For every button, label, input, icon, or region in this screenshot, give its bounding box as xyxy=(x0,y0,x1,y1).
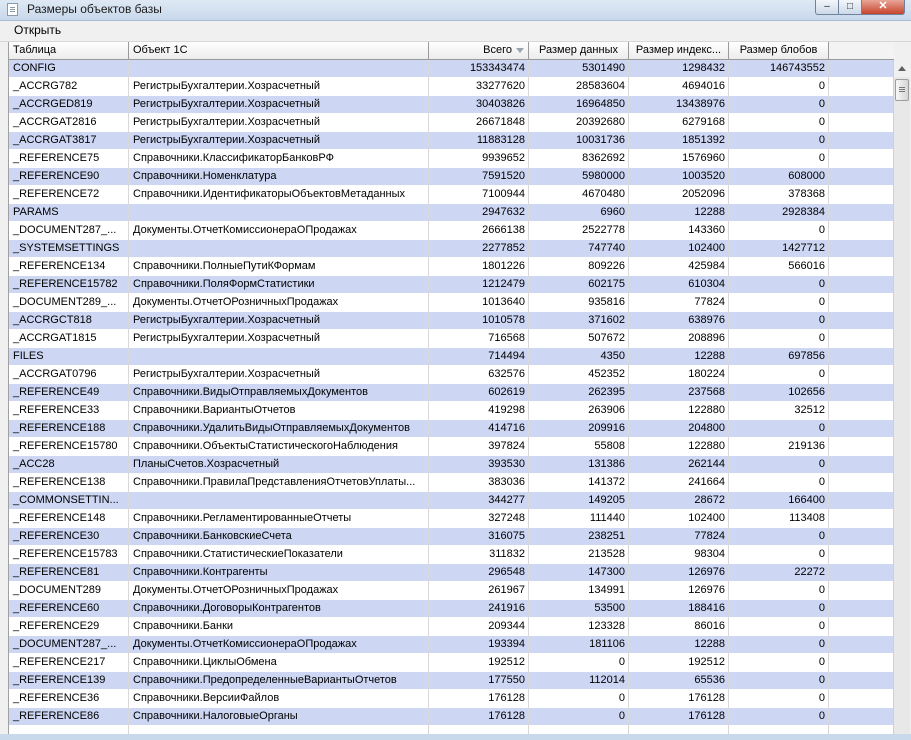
cell-total: 1010578 xyxy=(482,314,525,326)
cell-table: PARAMS xyxy=(13,206,59,218)
cell-object: РегистрыБухгалтерии.Хозрасчетный xyxy=(133,116,320,128)
minimize-button[interactable] xyxy=(815,0,839,15)
cell-object: Справочники.НалоговыеОрганы xyxy=(133,710,298,722)
cell-data-size: 4670480 xyxy=(582,188,625,200)
cell-total: 344277 xyxy=(488,494,525,506)
cell-data-size: 0 xyxy=(618,656,625,668)
cell-blob-size: 0 xyxy=(818,134,825,146)
cell-blob-size: 0 xyxy=(818,638,825,650)
cell-blob-size: 0 xyxy=(818,620,825,632)
table-row[interactable] xyxy=(9,114,894,131)
table-row[interactable] xyxy=(9,636,894,653)
minimize-icon: – xyxy=(824,1,830,12)
cell-total: 7591520 xyxy=(482,170,525,182)
table-row[interactable] xyxy=(9,402,894,419)
cell-object: Справочники.ОбъектыСтатистическогоНаблюдения xyxy=(133,440,398,452)
cell-index-size: 262144 xyxy=(688,458,725,470)
cell-total: 11883128 xyxy=(476,134,525,146)
cell-total: 714494 xyxy=(488,350,525,362)
cell-object: Документы.ОтчетКомиссионераОПродажах xyxy=(133,224,357,236)
table-row[interactable] xyxy=(9,312,894,329)
header-label: Размер данных xyxy=(539,44,618,56)
table-row[interactable] xyxy=(9,672,894,689)
cell-index-size: 102400 xyxy=(688,242,725,254)
cell-table: _ACCRGAT2816 xyxy=(13,116,97,128)
cell-total: 1212479 xyxy=(482,278,525,290)
cell-table: _DOCUMENT287_... xyxy=(13,638,117,650)
cell-table: _REFERENCE30 xyxy=(13,530,100,542)
cell-table: _DOCUMENT289 xyxy=(13,584,102,596)
cell-total: 7100944 xyxy=(482,188,525,200)
cell-object: Справочники.Контрагенты xyxy=(133,566,268,578)
table-row[interactable] xyxy=(9,276,894,293)
cell-blob-size: 0 xyxy=(818,332,825,344)
column-divider xyxy=(528,60,529,734)
cell-index-size: 176128 xyxy=(688,710,725,722)
cell-blob-size: 0 xyxy=(818,602,825,614)
cell-data-size: 112014 xyxy=(589,674,625,686)
cell-object: Справочники.ПолныеПутиКФормам xyxy=(133,260,316,272)
table-row[interactable] xyxy=(9,240,894,257)
table-row[interactable] xyxy=(9,690,894,707)
column-divider xyxy=(128,60,129,734)
cell-data-size: 809226 xyxy=(588,260,625,272)
cell-total: 30403826 xyxy=(476,98,525,110)
cell-index-size: 2052096 xyxy=(682,188,725,200)
header-label: Размер индекс... xyxy=(635,44,722,56)
cell-data-size: 147300 xyxy=(588,566,625,578)
open-button[interactable]: Открыть xyxy=(14,23,62,37)
cell-total: 192512 xyxy=(488,656,525,668)
cell-index-size: 1851392 xyxy=(682,134,725,146)
header-label: Таблица xyxy=(13,44,57,56)
cell-index-size: 122880 xyxy=(688,404,725,416)
cell-blob-size: 0 xyxy=(818,80,825,92)
cell-data-size: 20392680 xyxy=(576,116,625,128)
cell-data-size: 263906 xyxy=(588,404,625,416)
cell-blob-size: 219136 xyxy=(788,440,825,452)
cell-object xyxy=(129,492,429,509)
table-row[interactable] xyxy=(9,510,894,527)
cell-object: Документы.ОтчетОРозничныхПродажах xyxy=(133,584,339,596)
cell-data-size: 111440 xyxy=(589,512,625,524)
header-table[interactable] xyxy=(9,42,129,59)
table-row[interactable] xyxy=(9,330,894,347)
table-row[interactable] xyxy=(9,384,894,401)
cell-table: _REFERENCE138 xyxy=(13,476,106,488)
table-row[interactable] xyxy=(9,492,894,509)
table-row[interactable] xyxy=(9,618,894,635)
cell-table: _REFERENCE60 xyxy=(13,602,100,614)
cell-table: _REFERENCE15783 xyxy=(13,548,118,560)
cell-blob-size: 0 xyxy=(818,674,825,686)
cell-total: 1801226 xyxy=(482,260,525,272)
header-blob-size[interactable] xyxy=(729,42,829,59)
table-row[interactable] xyxy=(9,474,894,491)
close-button[interactable] xyxy=(861,0,905,15)
cell-table: _REFERENCE217 xyxy=(13,656,106,668)
cell-object: РегистрыБухгалтерии.Хозрасчетный xyxy=(133,134,320,146)
cell-data-size: 149205 xyxy=(588,494,625,506)
cell-index-size: 86016 xyxy=(694,620,725,632)
cell-object: Справочники.ЦиклыОбмена xyxy=(133,656,277,668)
cell-index-size: 126976 xyxy=(688,566,725,578)
cell-blob-size: 0 xyxy=(818,710,825,722)
toolbar xyxy=(0,21,911,42)
table-row[interactable] xyxy=(9,78,894,95)
cell-total: 26671848 xyxy=(476,116,525,128)
cell-table: _COMMONSETTIN... xyxy=(13,494,119,506)
table-row[interactable] xyxy=(9,222,894,239)
cell-object: Справочники.БанковскиеСчета xyxy=(133,530,292,542)
cell-index-size: 12288 xyxy=(694,350,725,362)
cell-blob-size: 0 xyxy=(818,224,825,236)
cell-data-size: 0 xyxy=(618,692,625,704)
cell-object xyxy=(129,348,429,365)
cell-blob-size: 0 xyxy=(818,368,825,380)
cell-index-size: 13438976 xyxy=(676,98,725,110)
cell-total: 716568 xyxy=(488,332,525,344)
cell-index-size: 1298432 xyxy=(682,62,725,74)
cell-data-size: 181106 xyxy=(589,638,625,650)
column-divider xyxy=(428,60,429,734)
cell-total: 9939652 xyxy=(482,152,525,164)
cell-object: РегистрыБухгалтерии.Хозрасчетный xyxy=(133,314,320,326)
cell-total: 33277620 xyxy=(476,80,525,92)
cell-data-size: 2522778 xyxy=(582,224,625,236)
cell-object: Справочники.ДоговорыКонтрагентов xyxy=(133,602,321,614)
cell-table: _REFERENCE148 xyxy=(13,512,106,524)
cell-data-size: 262395 xyxy=(588,386,625,398)
title-bar[interactable] xyxy=(0,0,911,21)
cell-blob-size: 0 xyxy=(818,548,825,560)
cell-object: Справочники.ПравилаПредставленияОтчетовУплаты... xyxy=(133,476,416,488)
cell-blob-size: 608000 xyxy=(788,170,825,182)
cell-blob-size: 0 xyxy=(818,422,825,434)
cell-table: _ACCRGAT0796 xyxy=(13,368,97,380)
table-row[interactable] xyxy=(9,564,894,581)
table-row[interactable] xyxy=(9,96,894,113)
cell-object: Справочники.ПоляФормСтатистики xyxy=(133,278,315,290)
cell-blob-size: 22272 xyxy=(794,566,825,578)
table-row[interactable] xyxy=(9,438,894,455)
cell-object: РегистрыБухгалтерии.Хозрасчетный xyxy=(133,332,320,344)
table-row[interactable] xyxy=(9,204,894,221)
cell-total: 261967 xyxy=(488,584,525,596)
cell-table: _REFERENCE29 xyxy=(13,620,100,632)
cell-total: 602619 xyxy=(488,386,525,398)
cell-total: 397824 xyxy=(488,440,525,452)
cell-blob-size: 166400 xyxy=(788,494,825,506)
cell-object: Справочники.ПредопределенныеВариантыОтчетов xyxy=(133,674,397,686)
table-row[interactable] xyxy=(9,420,894,437)
cell-index-size: 98304 xyxy=(694,548,725,560)
cell-table: _REFERENCE15780 xyxy=(13,440,118,452)
cell-table: _REFERENCE90 xyxy=(13,170,100,182)
cell-total: 414716 xyxy=(488,422,525,434)
table-row[interactable] xyxy=(9,528,894,545)
cell-data-size: 452352 xyxy=(588,368,625,380)
cell-blob-size: 0 xyxy=(818,98,825,110)
cell-index-size: 4694016 xyxy=(682,80,725,92)
table-row[interactable] xyxy=(9,654,894,671)
window-frame-bottom xyxy=(0,734,911,740)
table-row[interactable] xyxy=(9,186,894,203)
table-row[interactable] xyxy=(9,132,894,149)
cell-index-size: 28672 xyxy=(694,494,725,506)
cell-table: _REFERENCE81 xyxy=(13,566,100,578)
cell-total: 327248 xyxy=(488,512,525,524)
objects-table[interactable] xyxy=(8,42,894,734)
cell-data-size: 131386 xyxy=(588,458,625,470)
cell-total: 153343474 xyxy=(469,62,525,74)
cell-total: 2666138 xyxy=(482,224,525,236)
cell-total: 176128 xyxy=(488,710,525,722)
cell-total: 176128 xyxy=(488,692,525,704)
cell-blob-size: 0 xyxy=(818,476,825,488)
cell-data-size: 4350 xyxy=(600,350,625,362)
cell-index-size: 241664 xyxy=(688,476,725,488)
cell-object xyxy=(129,60,429,77)
cell-object: Документы.ОтчетОРозничныхПродажах xyxy=(133,296,339,308)
cell-index-size: 6279168 xyxy=(682,116,725,128)
document-icon xyxy=(7,3,18,16)
cell-table: _SYSTEMSETTINGS xyxy=(13,242,120,254)
column-divider xyxy=(828,60,829,734)
table-row[interactable] xyxy=(9,348,894,365)
cell-index-size: 188416 xyxy=(688,602,725,614)
cell-table: _ACCRGAT1815 xyxy=(13,332,97,344)
cell-object xyxy=(129,240,429,257)
cell-total: 316075 xyxy=(488,530,525,542)
cell-total: 383036 xyxy=(488,476,525,488)
header-label: Всего xyxy=(483,44,512,56)
cell-data-size: 507672 xyxy=(588,332,625,344)
window-title: Размеры объектов базы xyxy=(27,2,162,16)
cell-blob-size: 0 xyxy=(818,116,825,128)
cell-data-size: 28583604 xyxy=(576,80,625,92)
cell-data-size: 134991 xyxy=(588,584,625,596)
cell-data-size: 747740 xyxy=(588,242,625,254)
cell-index-size: 12288 xyxy=(694,206,725,218)
cell-table: FILES xyxy=(13,350,44,362)
cell-index-size: 12288 xyxy=(694,638,725,650)
cell-blob-size: 102656 xyxy=(788,386,825,398)
table-row[interactable] xyxy=(9,150,894,167)
cell-object: Справочники.ВерсииФайлов xyxy=(133,692,280,704)
cell-table: _ACCRGAT3817 xyxy=(13,134,97,146)
cell-data-size: 238251 xyxy=(588,530,625,542)
cell-object: Справочники.РегламентированныеОтчеты xyxy=(133,512,352,524)
cell-data-size: 209916 xyxy=(588,422,625,434)
cell-blob-size: 378368 xyxy=(788,188,825,200)
cell-table: _REFERENCE15782 xyxy=(13,278,118,290)
cell-object: Справочники.ВидыОтправляемыхДокументов xyxy=(133,386,368,398)
cell-table: _DOCUMENT287_... xyxy=(13,224,117,236)
header-object[interactable] xyxy=(129,42,429,59)
cell-index-size: 425984 xyxy=(688,260,725,272)
sort-descending-icon xyxy=(516,48,524,53)
cell-total: 393530 xyxy=(488,458,525,470)
cell-index-size: 126976 xyxy=(688,584,725,596)
cell-total: 2277852 xyxy=(482,242,525,254)
table-row[interactable] xyxy=(9,366,894,383)
cell-index-size: 638976 xyxy=(688,314,725,326)
cell-table: _REFERENCE36 xyxy=(13,692,100,704)
cell-total: 209344 xyxy=(488,620,525,632)
cell-object: РегистрыБухгалтерии.Хозрасчетный xyxy=(133,368,320,380)
cell-blob-size: 1427712 xyxy=(782,242,825,254)
cell-index-size: 1576960 xyxy=(682,152,725,164)
vertical-scrollbar[interactable] xyxy=(893,60,910,734)
cell-index-size: 143360 xyxy=(688,224,725,236)
maximize-icon: □ xyxy=(846,1,854,12)
cell-total: 193394 xyxy=(488,638,525,650)
table-row[interactable] xyxy=(9,258,894,275)
table-row[interactable] xyxy=(9,168,894,185)
table-row[interactable] xyxy=(9,546,894,563)
cell-table: _ACCRGCT818 xyxy=(13,314,92,326)
cell-data-size: 213528 xyxy=(588,548,625,560)
cell-total: 419298 xyxy=(488,404,525,416)
table-row[interactable] xyxy=(9,294,894,311)
cell-blob-size: 0 xyxy=(818,692,825,704)
cell-object: Справочники.ИдентификаторыОбъектовМетаданных xyxy=(133,188,406,200)
cell-object: Справочники.СтатистическиеПоказатели xyxy=(133,548,343,560)
cell-object: Справочники.Номенклатура xyxy=(133,170,277,182)
cell-total: 1013640 xyxy=(482,296,525,308)
cell-blob-size: 0 xyxy=(818,152,825,164)
cell-total: 177550 xyxy=(488,674,525,686)
cell-index-size: 65536 xyxy=(694,674,725,686)
cell-data-size: 0 xyxy=(618,710,625,722)
cell-total: 296548 xyxy=(488,566,525,578)
cell-object: ПланыСчетов.Хозрасчетный xyxy=(133,458,280,470)
cell-object: Справочники.Банки xyxy=(133,620,234,632)
cell-object: РегистрыБухгалтерии.Хозрасчетный xyxy=(133,98,320,110)
cell-data-size: 8362692 xyxy=(582,152,625,164)
cell-index-size: 180224 xyxy=(688,368,725,380)
cell-index-size: 77824 xyxy=(694,530,725,542)
cell-table: _REFERENCE72 xyxy=(13,188,100,200)
cell-object: Справочники.КлассификаторБанковРФ xyxy=(133,152,334,164)
cell-object xyxy=(129,204,429,221)
table-row[interactable] xyxy=(9,60,894,77)
cell-blob-size: 32512 xyxy=(794,404,825,416)
cell-total: 2947632 xyxy=(482,206,525,218)
cell-table: _ACCRG782 xyxy=(13,80,78,92)
cell-table: _REFERENCE33 xyxy=(13,404,100,416)
cell-blob-size: 113408 xyxy=(789,512,825,524)
column-divider xyxy=(728,60,729,734)
cell-index-size: 102400 xyxy=(688,512,725,524)
cell-data-size: 10031736 xyxy=(576,134,625,146)
cell-index-size: 176128 xyxy=(688,692,725,704)
cell-index-size: 237568 xyxy=(688,386,725,398)
cell-table: _REFERENCE86 xyxy=(13,710,100,722)
cell-index-size: 610304 xyxy=(688,278,725,290)
header-label: Объект 1С xyxy=(133,44,188,56)
cell-blob-size: 0 xyxy=(818,584,825,596)
cell-blob-size: 0 xyxy=(818,530,825,542)
cell-index-size: 204800 xyxy=(688,422,725,434)
cell-blob-size: 566016 xyxy=(788,260,825,272)
cell-data-size: 123328 xyxy=(588,620,625,632)
cell-blob-size: 2928384 xyxy=(782,206,825,218)
cell-blob-size: 0 xyxy=(818,278,825,290)
cell-data-size: 55808 xyxy=(594,440,625,452)
header-index-size[interactable] xyxy=(629,42,729,59)
cell-table: _ACCRGED819 xyxy=(13,98,93,110)
cell-data-size: 53500 xyxy=(594,602,625,614)
close-icon: ✕ xyxy=(878,0,888,12)
cell-total: 632576 xyxy=(488,368,525,380)
cell-data-size: 141372 xyxy=(588,476,625,488)
cell-data-size: 5301490 xyxy=(582,62,625,74)
cell-table: CONFIG xyxy=(13,62,56,74)
cell-object: РегистрыБухгалтерии.Хозрасчетный xyxy=(133,80,320,92)
scroll-thumb[interactable] xyxy=(895,79,909,101)
cell-table: _REFERENCE49 xyxy=(13,386,100,398)
cell-object: Справочники.ВариантыОтчетов xyxy=(133,404,296,416)
cell-blob-size: 0 xyxy=(818,296,825,308)
maximize-button[interactable] xyxy=(838,0,862,15)
cell-data-size: 602175 xyxy=(588,278,625,290)
cell-data-size: 16964850 xyxy=(576,98,625,110)
cell-table: _ACC28 xyxy=(13,458,55,470)
cell-table: _REFERENCE188 xyxy=(13,422,106,434)
cell-index-size: 192512 xyxy=(688,656,725,668)
cell-table: _REFERENCE75 xyxy=(13,152,100,164)
cell-data-size: 935816 xyxy=(588,296,625,308)
cell-data-size: 5980000 xyxy=(582,170,625,182)
header-data-size[interactable] xyxy=(529,42,629,59)
cell-index-size: 1003520 xyxy=(682,170,725,182)
cell-blob-size: 0 xyxy=(818,656,825,668)
table-row[interactable] xyxy=(9,600,894,617)
cell-blob-size: 0 xyxy=(818,458,825,470)
cell-object: Документы.ОтчетКомиссионераОПродажах xyxy=(133,638,357,650)
cell-total: 241916 xyxy=(488,602,525,614)
table-row[interactable] xyxy=(9,582,894,599)
cell-table: _DOCUMENT289_... xyxy=(13,296,117,308)
scroll-up-icon[interactable] xyxy=(894,60,910,77)
cell-object: Справочники.УдалитьВидыОтправляемыхДокументов xyxy=(133,422,410,434)
cell-data-size: 371602 xyxy=(588,314,625,326)
cell-index-size: 77824 xyxy=(694,296,725,308)
cell-index-size: 208896 xyxy=(688,332,725,344)
header-total[interactable] xyxy=(429,42,529,59)
table-row[interactable] xyxy=(9,708,894,725)
cell-blob-size: 697856 xyxy=(788,350,825,362)
cell-table: _REFERENCE139 xyxy=(13,674,106,686)
cell-blob-size: 146743552 xyxy=(769,62,825,74)
header-label: Размер блобов xyxy=(739,44,818,56)
table-header xyxy=(9,42,894,60)
cell-index-size: 122880 xyxy=(688,440,725,452)
table-row[interactable] xyxy=(9,456,894,473)
column-divider xyxy=(628,60,629,734)
cell-blob-size: 0 xyxy=(818,314,825,326)
cell-table: _REFERENCE134 xyxy=(13,260,106,272)
cell-total: 311832 xyxy=(489,548,525,560)
cell-data-size: 6960 xyxy=(600,206,625,218)
